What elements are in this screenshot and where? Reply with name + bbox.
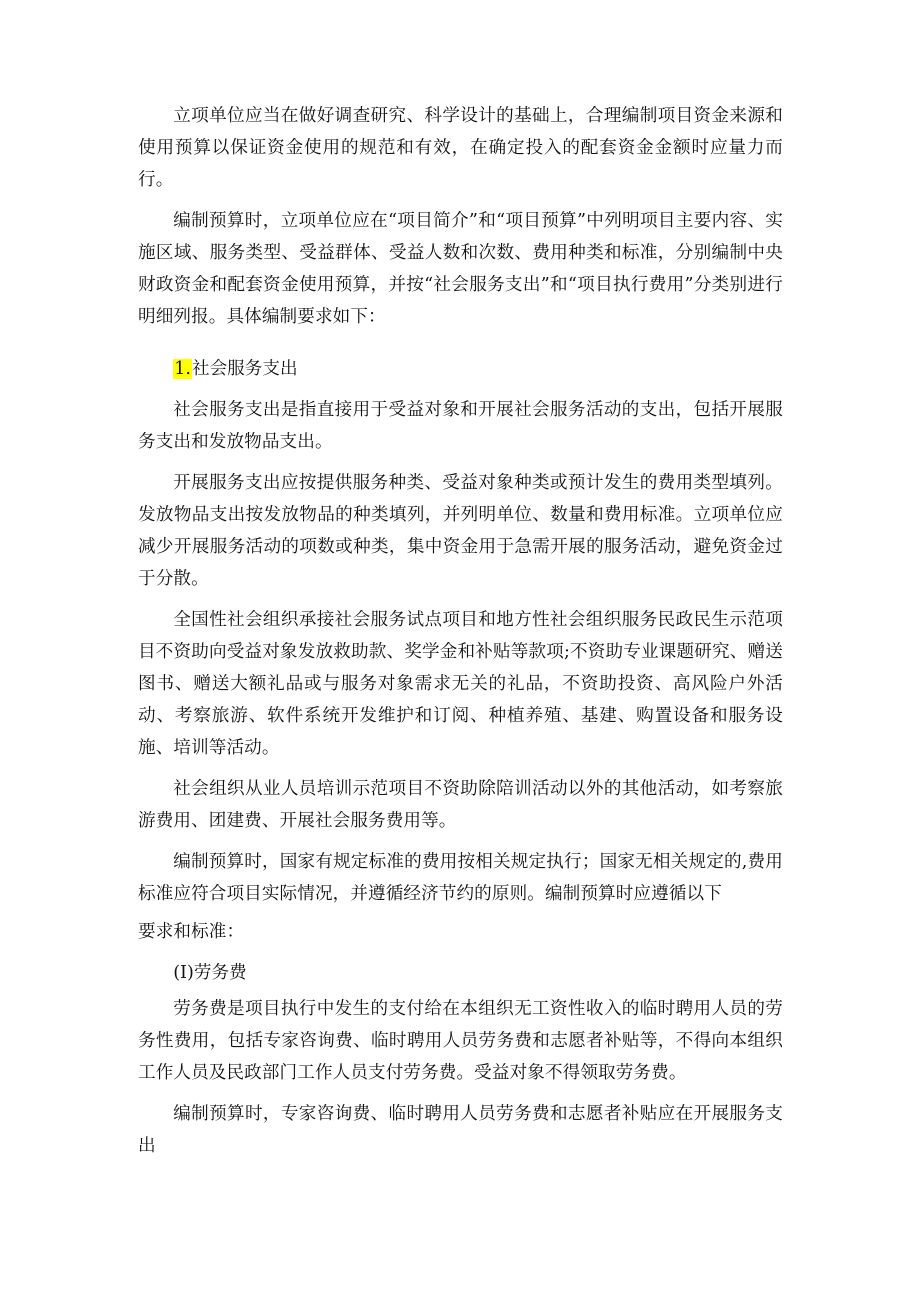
paragraph-requirements-label: 要求和标准： (138, 922, 245, 942)
paragraph-budget-requirements: 编制预算时，立项单位应在“项目简介”和“项目预算”中列明项目主要内容、实施区域、服务类型、受益群体、受益人数和次数、费用种类和标准，分别编制中央财政资金和配套资金使用预算，并按“社会服务支出”和“项目执行费用”分类别进行明细列报。具体编制要求如下： (138, 211, 783, 327)
paragraph-budget-standards: 编制预算时，国家有规定标准的费用按相关规定执行；国家无相关规定的,费用标准应符合项目实际情况，并遵循经济节约的原则。编制预算时应遵循以下 (138, 852, 783, 904)
paragraph-intro: 立项单位应当在做好调查研究、科学设计的基础上，合理编制项目资金来源和使用预算以保证资金使用的规范和有效，在确定投入的配套资金金额时应量力而行。 (138, 106, 783, 190)
subsection-heading-labor-cost: (I)劳务费 (173, 963, 247, 983)
highlighted-section-number: 1. (174, 359, 191, 379)
paragraph-funding-exclusions: 全国性社会组织承接社会服务试点项目和地方性社会组织服务民政民生示范项目不资助向受益对象发放救助款、奖学金和补贴等款项;不资助专业课题研究、赠送图书、赠送大额礼品或与服务对象需求无关的礼品，不资助投资、高风险户外活动、考察旅游、软件系统开发维护和订阅、种植养殖、基建、购置设备和服务设施、培训等活动。 (138, 610, 783, 758)
paragraph-labor-cost-budgeting: 编制预算时，专家咨询费、临时聘用人员劳务费和志愿者补贴应在开展服务支出 (138, 1104, 783, 1156)
section-heading-text: 社会服务支出 (191, 359, 298, 379)
paragraph-training-exclusions: 社会组织从业人员培训示范项目不资助除陪训活动以外的其他活动，如考察旅游费用、团建费、开展社会服务费用等。 (138, 779, 783, 831)
paragraph-service-expenditure-rules: 开展服务支出应按提供服务种类、受益对象种类或预计发生的费用类型填列。发放物品支出按发放物品的种类填列，并列明单位、数量和费用标准。立项单位应减少开展服务活动的项数或种类，集中资金用于急需开展的服务活动，避免资金过于分散。 (138, 473, 783, 589)
paragraph-labor-cost-definition: 劳务费是项目执行中发生的支付给在本组织无工资性收入的临时聘用人员的劳务性费用，包括专家咨询费、临时聘用人员劳务费和志愿者补贴等，不得向本组织工作人员及民政部门工作人员支付劳务费。受益对象不得领取劳务费。 (138, 999, 783, 1083)
paragraph-social-service-definition: 社会服务支出是指直接用于受益对象和开展社会服务活动的支出，包括开展服务支出和发放物品支出。 (138, 400, 783, 452)
document-body (138, 100, 783, 1171)
section-heading-social-service-expenditure (138, 353, 783, 385)
